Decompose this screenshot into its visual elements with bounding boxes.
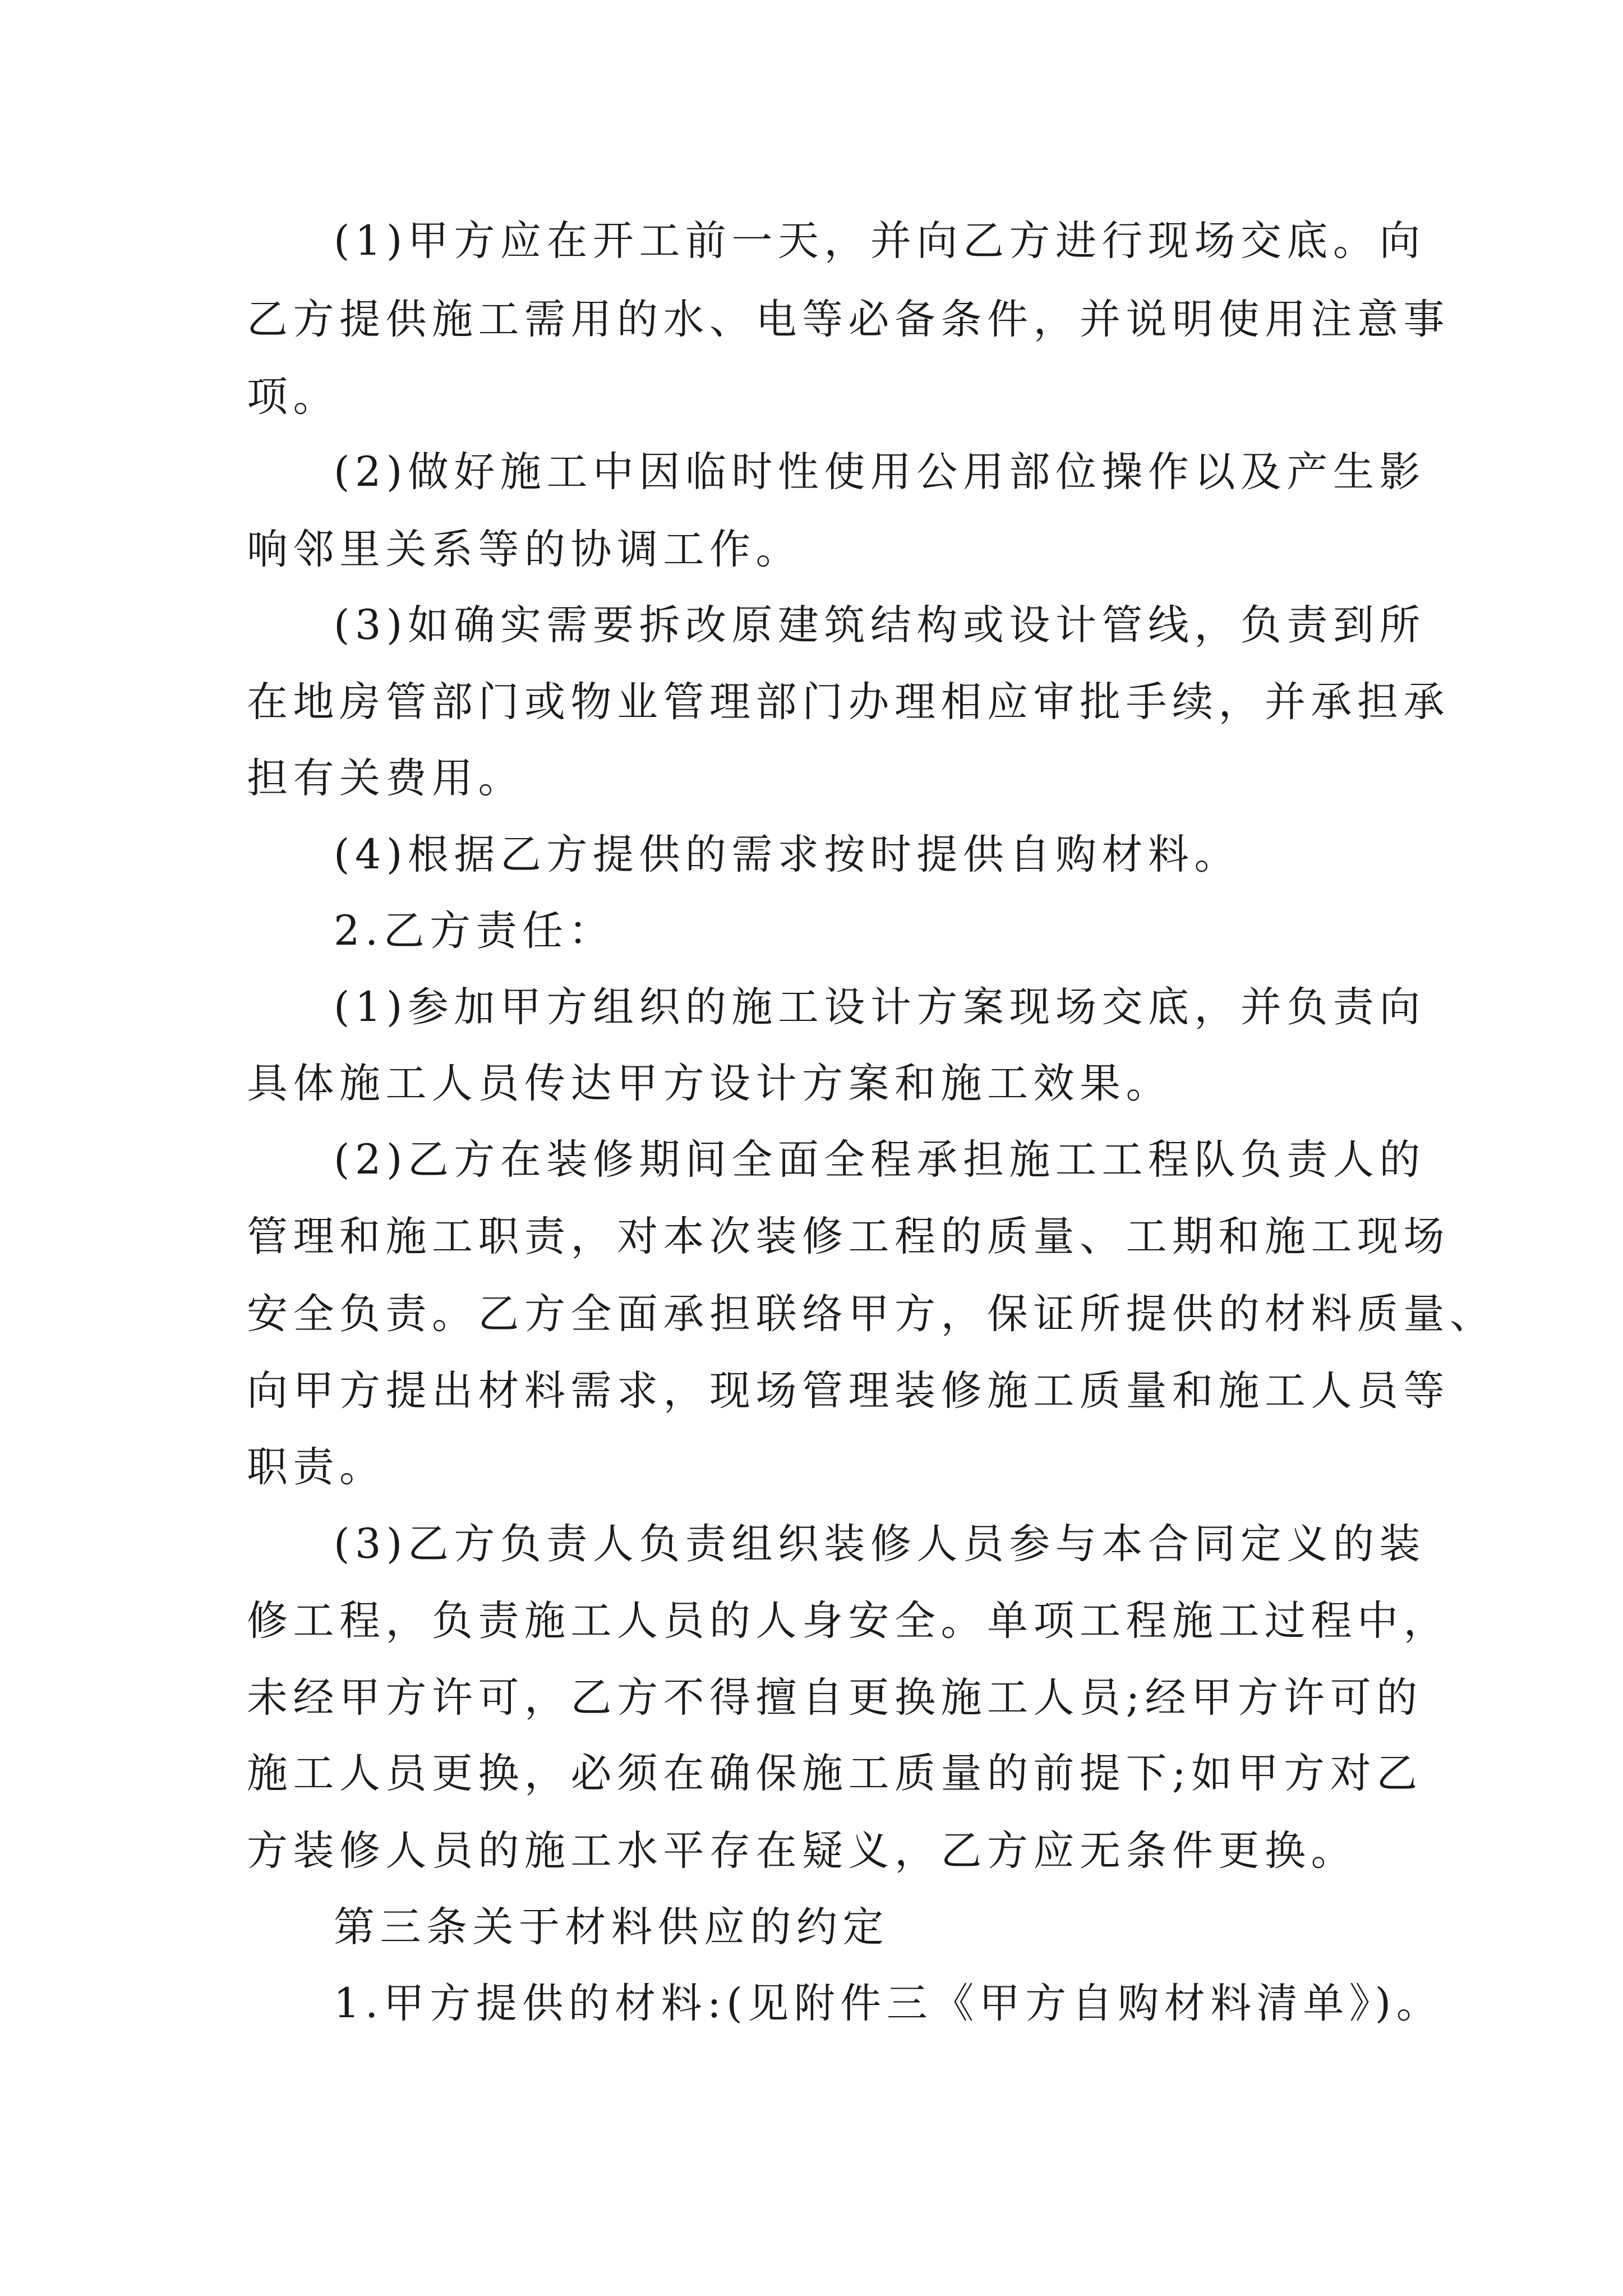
paragraph-line: 1.甲方提供的材料:(见附件三《甲方自购材料清单》)。 — [334, 1980, 1443, 2027]
paragraph-line: 向甲方提出材料需求，现场管理装修施工质量和施工人员等 — [247, 1367, 1450, 1415]
paragraph-line: (1)参加甲方组织的施工设计方案现场交底，并负责向 — [334, 983, 1426, 1031]
paragraph-line: 项。 — [247, 373, 339, 421]
paragraph-line: 未经甲方许可，乙方不得擅自更换施工人员;经甲方许可的 — [247, 1674, 1423, 1722]
paragraph-line: 2.乙方责任： — [334, 907, 615, 955]
paragraph-line: 担有关费用。 — [247, 754, 524, 802]
section-heading: 第三条关于材料供应的约定 — [334, 1903, 889, 1951]
paragraph-line: (1)甲方应在开工前一天，并向乙方进行现场交底。向 — [334, 217, 1426, 265]
paragraph-line: 响邻里关系等的协调工作。 — [247, 526, 802, 573]
paragraph-line: 管理和施工职责，对本次装修工程的质量、工期和施工现场 — [247, 1213, 1450, 1260]
paragraph-line: (3)如确实需要拆改原建筑结构或设计管线，负责到所 — [334, 601, 1426, 649]
paragraph-line: (3)乙方负责人负责组织装修人员参与本合同定义的装 — [334, 1520, 1426, 1568]
paragraph-line: 修工程，负责施工人员的人身安全。单项工程施工过程中， — [247, 1597, 1450, 1645]
paragraph-line: (2)做好施工中因临时性使用公用部位操作以及产生影 — [334, 448, 1426, 496]
paragraph-line: 施工人员更换，必须在确保施工质量的前提下;如甲方对乙 — [247, 1750, 1423, 1797]
paragraph-line: 方装修人员的施工水平存在疑义，乙方应无条件更换。 — [247, 1827, 1357, 1875]
paragraph-line: (2)乙方在装修期间全面全程承担施工工程队负责人的 — [334, 1136, 1426, 1184]
paragraph-line: 具体施工人员传达甲方设计方案和施工效果。 — [247, 1060, 1172, 1107]
paragraph-line: 在地房管部门或物业管理部门办理相应审批手续，并承担承 — [247, 678, 1450, 726]
paragraph-line: (4)根据乙方提供的需求按时提供自购材料。 — [334, 831, 1241, 878]
paragraph-line: 乙方提供施工需用的水、电等必备条件，并说明使用注意事 — [247, 296, 1450, 343]
paragraph-line: 职责。 — [247, 1443, 386, 1491]
paragraph-line: 安全负责。乙方全面承担联络甲方，保证所提供的材料质量、 — [247, 1290, 1496, 1338]
